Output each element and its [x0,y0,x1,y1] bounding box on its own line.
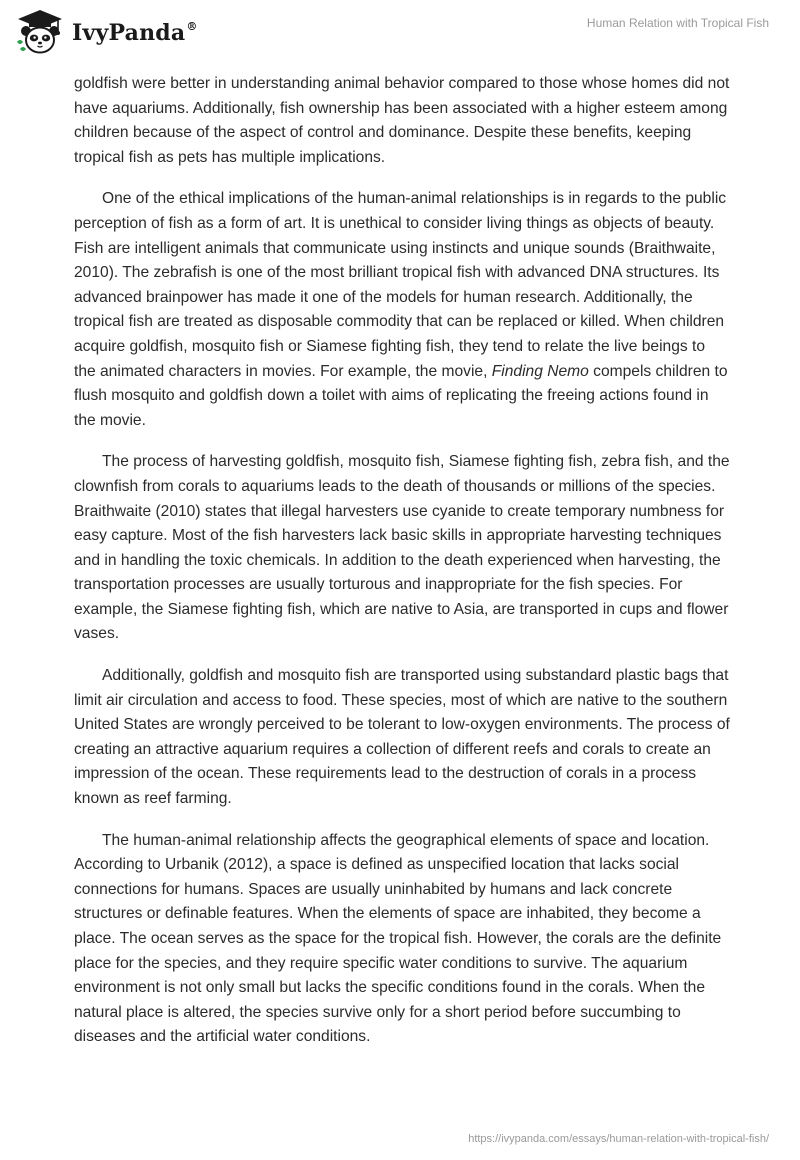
paragraph-2-text-after: compels children to flush mosquito and goldfish down a toilet with aims of replicating the freeing actions found in the movie. [74,362,728,429]
panda-graduate-logo-icon [14,8,66,56]
essay-body [74,72,730,1067]
brand-name: IvyPanda® [72,20,198,46]
paragraph-1: goldfish were better in understanding animal behavior compared to those whose homes did not have aquariums. Additionally, fish ownership has been associated with a higher esteem among children because of the aspect of control and dominance. Despite these benefits, keeping tropical fish as pets has multiple implications. [74,75,730,166]
paragraph-5: The human-animal relationship affects the geographical elements of space and location. According to Urbanik (2012), a space is defined as unspecified location that lacks social connections for humans. Spaces are usually uninhabited by humans and lack concrete structures or definable features. When the elements of space are inhabited, they become a place. The ocean serves as the space for the tropical fish. However, the corals are the definite place for the species, and they require specific water conditions to survive. The aquarium environment is not only small but lacks the specific conditions found in the corals. When the natural place is altered, the species survive only for a short period before succumbing to diseases and the artificial water conditions. [74,831,722,1046]
paragraph-2 [74,187,730,433]
paragraph-4: Additionally, goldfish and mosquito fish are transported using substandard plastic bags that limit air circulation and access to food. These species, most of which are native to the southern United States are wrongly perceived to be tolerant to low-oxygen environments. The process of creating an attractive aquarium requires a collection of different reefs and corals to create an impression of the ocean. These requirements lead to the destruction of corals in a process known as reef farming. [74,667,730,808]
source-url[interactable]: https://ivypanda.com/essays/human-relation-with-tropical-fish/ [468,1133,769,1145]
brand-logo[interactable] [14,8,198,56]
paragraph-2-text-before: One of the ethical implications of the human-animal relationships is in regards to the public perception of fish as a form of art. It is unethical to consider living things as objects of beauty. Fish are intelligent animals that communicate using instincts and unique sounds (Braithwaite, 2010). The zebrafish is one of the most brilliant tropical fish with advanced DNA structures. Its advanced brainpower has made it one of the models for human research. Additionally, the tropical fish are treated as disposable commodity that can be replaced or killed. When children acquire goldfish, mosquito fish or Siamese fighting fish, they tend to relate the live beings to the animated characters in movies. For example, the movie, [74,190,727,380]
paragraph-3: The process of harvesting goldfish, mosquito fish, Siamese fighting fish, zebra fish, and the clownfish from corals to aquariums leads to the death of thousands or millions of the species. Braithwaite (2010) states that illegal harvesters use cyanide to create temporary numbness for easy capture. Most of the fish harvesters lack basic skills in appropriate harvesting techniques and in handling the toxic chemicals. In addition to the death experienced when harvesting, the transportation processes are usually torturous and inappropriate for the fish species. For example, the Siamese fighting fish, which are native to Asia, are transported in cups and flower vases. [74,453,730,643]
document-title: Human Relation with Tropical Fish [586,16,769,30]
movie-title-italic: Finding Nemo [491,362,589,380]
page-header [0,0,800,62]
